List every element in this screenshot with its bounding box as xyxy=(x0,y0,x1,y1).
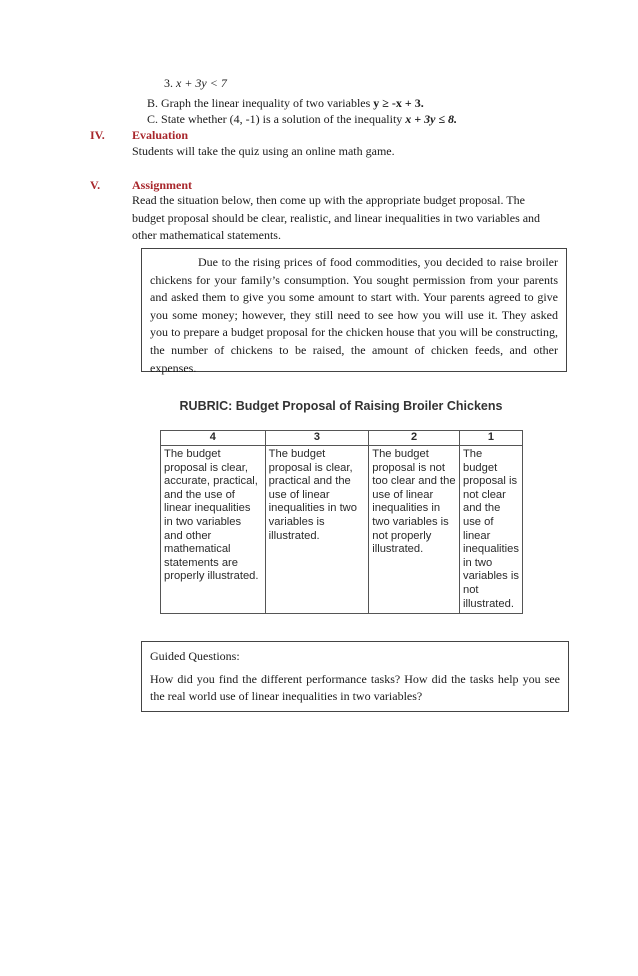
section-5-line-1: Read the situation below, then come up with the appropriate budget proposal. The xyxy=(132,193,525,207)
rubric-header-row xyxy=(161,431,523,446)
item-3-number: 3. xyxy=(164,76,173,90)
guided-questions-title: Guided Questions: xyxy=(150,649,240,663)
item-3-expression: x + 3y < 7 xyxy=(176,76,227,90)
situation-text: Due to the rising prices of food commodities, you decided to raise broiler chickens for your family’s consumption. You sought permission from your parents and asked them to give you some amount to start with. Your parents agreed to give you some money; however, they still need to see how you will use it. They asked you to prepare a budget proposal for the chicken house that you will be constructing, the number of chickens to be raised, the amount of chicken feeds, and other expenses. xyxy=(150,255,558,375)
item-c-expression: x + 3y ≤ 8. xyxy=(405,112,458,126)
item-b-letter: B. xyxy=(147,96,159,110)
section-5-body xyxy=(132,192,572,245)
rubric-cell-1: The budget proposal is not clear and the use of linear inequalities in two variables is not illustrated. xyxy=(459,446,522,614)
item-3 xyxy=(164,75,227,91)
rubric-header-1: 1 xyxy=(459,431,522,446)
section-4-numeral: IV. xyxy=(90,128,105,142)
rubric-table xyxy=(160,430,523,614)
item-b xyxy=(147,95,567,111)
guided-questions-box xyxy=(141,641,569,712)
item-c xyxy=(147,111,587,127)
item-b-expression: y ≥ -x + 3. xyxy=(373,96,424,110)
situation-box xyxy=(141,248,567,375)
rubric-header-3: 3 xyxy=(265,431,369,446)
rubric-header-4: 4 xyxy=(161,431,266,446)
section-4-heading: Evaluation xyxy=(132,128,189,142)
section-5-line-2: budget proposal should be clear, realistic, and linear inequalities in two variables and xyxy=(132,210,541,225)
section-5-numeral: V. xyxy=(90,178,101,192)
rubric-cell-4: The budget proposal is clear, accurate, practical, and the use of linear inequalities in two variables and other mathematical statements are properly illustrated. xyxy=(161,446,266,614)
rubric-title: RUBRIC: Budget Proposal of Raising Broiler Chickens xyxy=(179,399,503,413)
section-4-body: Students will take the quiz using an online math game. xyxy=(132,144,395,158)
item-c-text: State whether (4, -1) is a solution of the inequality xyxy=(161,112,403,126)
rubric-cell-3: The budget proposal is clear, practical and the use of linear inequalities in two variables is illustrated. xyxy=(265,446,369,614)
item-c-letter: C. xyxy=(147,112,159,126)
section-5-heading: Assignment xyxy=(132,178,193,192)
item-b-text: Graph the linear inequality of two variables xyxy=(161,96,371,110)
rubric-cell-2: The budget proposal is not too clear and the use of linear inequalities in two variables is not properly illustrated. xyxy=(369,446,460,614)
guided-questions-text: How did you find the different performance tasks? How did the tasks help you see the real world use of linear inequalities in two variables? xyxy=(150,672,560,703)
rubric-header-2: 2 xyxy=(369,431,460,446)
section-5-line-3: other mathematical statements. xyxy=(132,228,281,242)
rubric-row xyxy=(161,446,523,614)
